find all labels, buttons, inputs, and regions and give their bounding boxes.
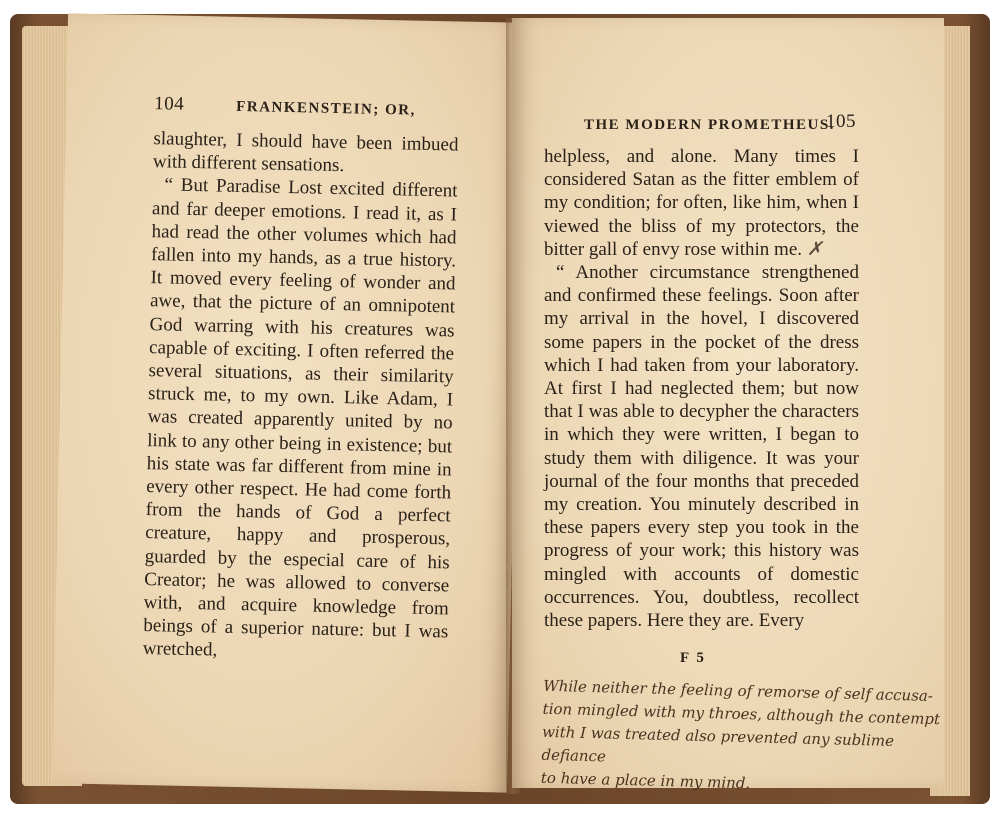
handwritten-line: While neither the feeling of remorse of self accusa- <box>543 676 934 705</box>
running-head-right: THE MODERN PROMETHEUS. <box>584 117 835 133</box>
handwritten-line: to have a place in my mind. <box>540 768 751 793</box>
paragraph: “ But Paradise Lost excited different and far deeper emotions. I read it, as I had read the other volumes which had fallen into my hands, as a true history. It moved every feeling of wonder and awe, that the picture of an omnipotent God warring with his creatures was capable of exciting. I often referred the several situations, as their similarity struck me, to my own. Like Adam, I was created apparently united by no link to any other being in existence; but his state was far different from mine in every other respect. He had come forth from the hands of God a perfect creature, happy and prosperous, guarded by the especial care of his Creator; he was allowed to converse with, and acquire knowledge from beings of a superior nature: but I was wretched, <box>142 174 458 662</box>
paragraph: slaughter, I should have been imbued with different sensations. <box>152 128 459 177</box>
handwritten-note <box>541 675 944 800</box>
paragraph: “ Another circumstance strengthened and confirmed these feelings. Soon after my arrival in the hovel, I discovered some papers in the pocket of the dress which I had taken from your laboratory. At first I had neglected them; but now that I was able to decypher the characters in which they were written, I began to study them with diligence. It was your journal of the four months that preceded my creation. You minutely described in these papers every step you took in the progress of your work; this history was mingled with accounts of domestic occurrences. You, doubtless, recollect these papers. Here they are. Every <box>544 262 859 632</box>
paragraph <box>544 145 859 261</box>
right-page <box>512 18 944 793</box>
page-number-right: 105 <box>826 111 856 132</box>
running-head-left: FRANKENSTEIN; OR, <box>236 98 417 119</box>
page-number-left: 104 <box>154 93 185 115</box>
right-page-body <box>544 145 859 632</box>
paragraph-text: helpless, and alone. Many times I considered Satan as the fitter emblem of my condition; for often, like him, when I viewed the bliss of my protectors, the bitter gall of envy rose within me. <box>544 146 859 260</box>
left-page <box>52 13 523 792</box>
handwritten-line: tion mingled with my throes, although the contempt <box>542 699 941 729</box>
pencil-mark: ✗ <box>806 238 823 260</box>
handwritten-line: with I was treated also prevented any sublime defiance <box>541 722 895 766</box>
signature-mark: F 5 <box>680 650 706 666</box>
left-page-body <box>143 127 459 667</box>
